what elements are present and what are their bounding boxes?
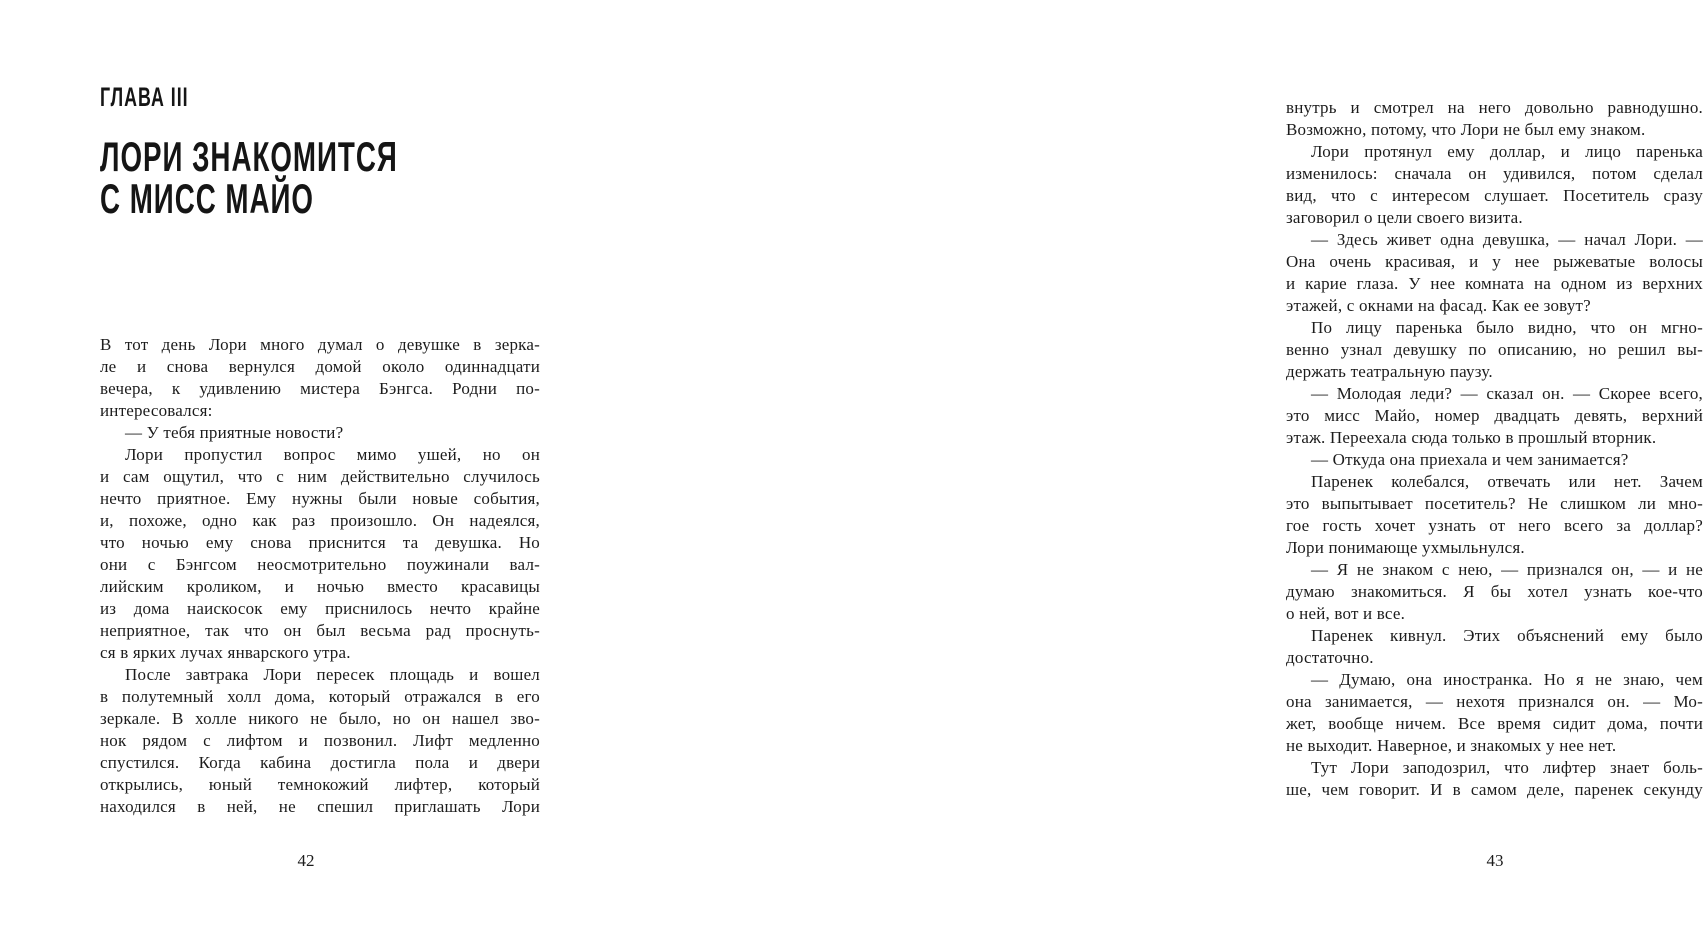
- text-line: — Молодая леди? — сказал он. — Скорее всего,: [1311, 384, 1703, 403]
- text-line: в полутемный холл дома, который отражался в его: [100, 687, 540, 706]
- paragraph: [100, 422, 540, 444]
- text-line: из дома наискосок ему приснилось нечто крайне: [100, 599, 540, 618]
- text-line: держать театральную паузу.: [1286, 362, 1493, 381]
- text-line: Тут Лори заподозрил, что лифтер знает боль-: [1311, 758, 1703, 777]
- paragraph: [1286, 625, 1703, 669]
- paragraph: [1286, 97, 1703, 141]
- text-line: что ночью ему снова приснится та девушка. Но: [100, 533, 540, 552]
- text-line: По лицу паренька было видно, что он мгно-: [1311, 318, 1703, 337]
- text-line: неприятное, так что он был весьма рад проснуть-: [100, 621, 540, 640]
- chapter-title-line: ЛОРИ ЗНАКОМИТСЯ: [100, 133, 398, 180]
- text-line: Лори протянул ему доллар, и лицо паренька: [1311, 142, 1703, 161]
- text-line: ся в ярких лучах январского утра.: [100, 643, 351, 662]
- text-line: После завтрака Лори пересек площадь и вошел: [125, 665, 540, 684]
- text-line: жет, вообще ничем. Все время сидит дома, почти: [1286, 714, 1703, 733]
- paragraph: [1286, 559, 1703, 625]
- paragraph: [1286, 449, 1703, 471]
- text-line: внутрь и смотрел на него довольно равнодушно.: [1286, 98, 1703, 117]
- text-line: этаж. Переехала сюда только в прошлый вторник.: [1286, 428, 1657, 447]
- text-line: она занимается, — нехотя признался он. — Мо-: [1286, 692, 1703, 711]
- text-line: находился в ней, не спешил приглашать Лори: [100, 797, 540, 816]
- text-line: — Откуда она приехала и чем занимается?: [1311, 450, 1629, 469]
- text-line: они с Бэнгсом неосмотрительно поужинали вал-: [100, 555, 540, 574]
- text-line: это выпытывает посетитель? Не слишком ли мно-: [1286, 494, 1703, 513]
- paragraph: [1286, 669, 1703, 757]
- page-number-right: 43: [1486, 851, 1504, 870]
- text-line: достаточно.: [1286, 648, 1374, 667]
- paragraph: [1286, 757, 1703, 801]
- text-line: и, похоже, одно как раз произошло. Он надеялся,: [100, 511, 540, 530]
- text-line: — Думаю, она иностранка. Но я не знаю, чем: [1311, 670, 1703, 689]
- text-line: Возможно, потому, что Лори не был ему знаком.: [1286, 120, 1646, 139]
- text-line: это мисс Майо, номер двадцать девять, верхний: [1286, 406, 1703, 425]
- text-line: интересовался:: [100, 401, 213, 420]
- page-left: [0, 0, 600, 937]
- text-line: и карие глаза. У нее комната на одном из верхних: [1286, 274, 1703, 293]
- text-line: ше, чем говорит. И в самом деле, паренек секунду: [1286, 780, 1703, 799]
- text-line: венно узнал девушку по описанию, но решил вы-: [1286, 340, 1703, 359]
- chapter-label: ГЛАВА III: [100, 82, 189, 112]
- text-line: думаю знакомиться. Я бы хотел узнать кое-что: [1286, 582, 1703, 601]
- chapter-title-line: С МИСС МАЙО: [100, 175, 314, 222]
- text-line: лийским кроликом, и ночью вместо красавицы: [100, 577, 540, 596]
- text-line: Паренек кивнул. Этих объяснений ему было: [1311, 626, 1703, 645]
- paragraph: [1286, 471, 1703, 559]
- text-line: вид, что с интересом слушает. Посетитель сразу: [1286, 186, 1703, 205]
- text-line: спустился. Когда кабина достигла пола и двери: [100, 753, 540, 772]
- text-line: открылись, юный темнокожий лифтер, который: [100, 775, 540, 794]
- paragraph: [1286, 383, 1703, 449]
- text-line: и сам ощутил, что с ним действительно случилось: [100, 467, 540, 486]
- text-line: этажей, с окнами на фасад. Как ее зовут?: [1286, 296, 1591, 315]
- text-line: Паренек колебался, отвечать или нет. Зачем: [1311, 472, 1703, 491]
- paragraph: [1286, 317, 1703, 383]
- text-line: Она очень красивая, и у нее рыжеватые волосы: [1286, 252, 1703, 271]
- chapter-title: [100, 133, 398, 222]
- text-line: — У тебя приятные новости?: [125, 423, 344, 442]
- text-line: — Здесь живет одна девушка, — начал Лори. —: [1311, 230, 1703, 249]
- text-line: В тот день Лори много думал о девушке в зерка-: [100, 335, 540, 354]
- text-line: — Я не знаком с нею, — признался он, — и не: [1311, 560, 1703, 579]
- text-line: нок рядом с лифтом и позвонил. Лифт медленно: [100, 731, 540, 750]
- text-line: не выходит. Наверное, и знакомых у нее нет.: [1286, 736, 1617, 755]
- left-page-body-text: [100, 334, 540, 818]
- paragraph: [1286, 141, 1703, 229]
- text-line: гое гость хочет узнать от него всего за доллар?: [1286, 516, 1703, 535]
- text-line: Лори пропустил вопрос мимо ушей, но он: [125, 445, 540, 464]
- text-line: Лори понимающе ухмыльнулся.: [1286, 538, 1525, 557]
- paragraph: [100, 334, 540, 422]
- text-line: изменилось: сначала он удивился, потом сделал: [1286, 164, 1703, 183]
- right-page-body-text: [1286, 97, 1703, 801]
- text-line: заговорил о цели своего визита.: [1286, 208, 1523, 227]
- text-line: ле и снова вернулся домой около одиннадцати: [100, 357, 540, 376]
- text-line: вечера, к удивлению мистера Бэнгса. Родни по-: [100, 379, 540, 398]
- page-number-left: 42: [297, 851, 315, 870]
- text-line: о ней, вот и все.: [1286, 604, 1406, 623]
- text-line: нечто приятное. Ему нужны были новые события,: [100, 489, 540, 508]
- paragraph: [1286, 229, 1703, 317]
- page-right: [600, 0, 1703, 937]
- text-line: зеркале. В холле никого не было, но он нашел зво-: [100, 709, 540, 728]
- paragraph: [100, 444, 540, 664]
- paragraph: [100, 664, 540, 818]
